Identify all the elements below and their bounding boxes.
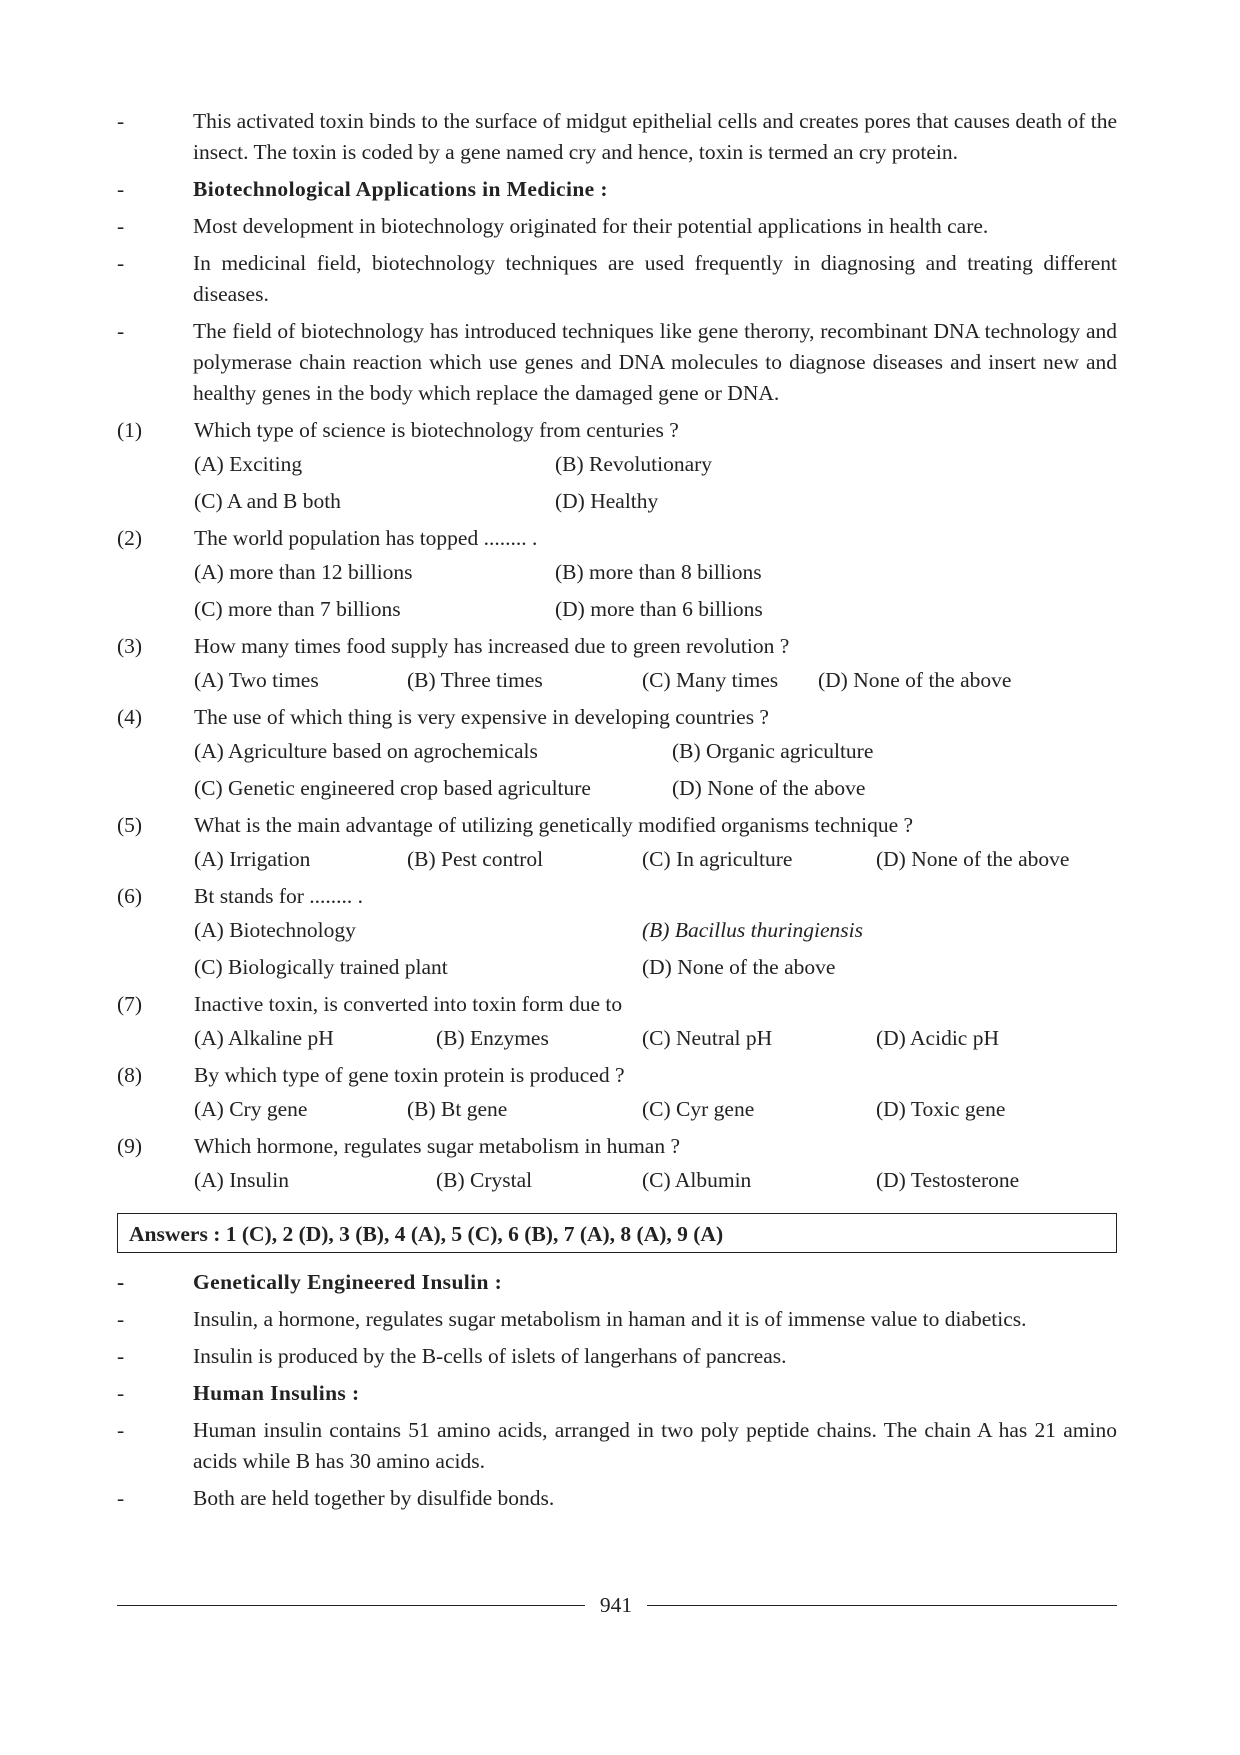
- option: (A) Exciting: [194, 452, 303, 476]
- option-row: [194, 554, 1117, 591]
- option: (D) None of the above: [672, 776, 866, 800]
- bullet-dash: -: [117, 177, 125, 201]
- option: (B) Bt gene: [407, 1097, 508, 1121]
- question-item: [117, 810, 1117, 841]
- option: (C) more than 7 billions: [194, 597, 401, 621]
- question-item: [117, 631, 1117, 662]
- section-heading: Biotechnological Applications in Medicine :: [193, 177, 608, 201]
- option: (A) Agriculture based on agrochemicals: [194, 739, 538, 763]
- question-text: The use of which thing is very expensive in developing countries ?: [194, 705, 769, 729]
- bullet-text: The field of biotechnology has introduced techniques like gene therопy, recombinant DNA technology and polymerase chain reaction which use genes and DNA molecules to diagnose diseases and insert new and healthy genes in the body which replace the damaged gene or DNA.: [193, 319, 1117, 405]
- question-list: [117, 415, 1117, 1199]
- option: (A) Two times: [194, 668, 319, 692]
- page-footer: [117, 1590, 1117, 1620]
- question-number: (6): [117, 884, 143, 908]
- option: (B) Three times: [407, 668, 543, 692]
- option: (C) In agriculture: [642, 847, 793, 871]
- bullet-dash: -: [117, 1418, 125, 1442]
- bullet-dash: -: [117, 1307, 125, 1331]
- option: (A) Biotechnology: [194, 918, 356, 942]
- option: (B) Crystal: [436, 1168, 533, 1192]
- option-row: [194, 1020, 1117, 1057]
- question-item: [117, 989, 1117, 1020]
- bullet-item: [117, 211, 1117, 242]
- question-item: [117, 1131, 1117, 1162]
- bullet-text: Human insulin contains 51 amino acids, arranged in two poly peptide chains. The chain A has 21 amino acids while B has 30 amino acids.: [193, 1418, 1117, 1473]
- question-item: [117, 523, 1117, 554]
- bullet-text: Both are held together by disulfide bonds.: [193, 1486, 555, 1510]
- option: (D) Acidic pH: [876, 1026, 999, 1050]
- option: (C) Many times: [642, 668, 779, 692]
- bullet-dash: -: [117, 1270, 125, 1294]
- section-heading: Genetically Engineered Insulin :: [193, 1270, 503, 1294]
- bullet-dash: -: [117, 1486, 125, 1510]
- bullet-dash: -: [117, 1344, 125, 1368]
- question-number: (2): [117, 526, 143, 550]
- bullet-item: [117, 316, 1117, 409]
- footer-rule-left: [117, 1605, 585, 1606]
- option-row: [194, 483, 1117, 520]
- insulin-bullets: [117, 1267, 1117, 1514]
- option: (C) Genetic engineered crop based agriculture: [194, 776, 591, 800]
- question-number: (7): [117, 992, 143, 1016]
- option-row: [194, 949, 1117, 986]
- option: (D) None of the above: [876, 847, 1070, 871]
- bullet-dash: -: [117, 109, 125, 133]
- question-item: [117, 415, 1117, 446]
- question-item: [117, 881, 1117, 912]
- option: (D) None of the above: [642, 955, 836, 979]
- question-number: (5): [117, 813, 143, 837]
- bullet-text: Most development in biotechnology originated for their potential applications in health care.: [193, 214, 989, 238]
- option-row: [194, 770, 1117, 807]
- option-row: [194, 446, 1117, 483]
- option: (D) Toxic gene: [876, 1097, 1006, 1121]
- option: (B) Bacillus thuringiensis: [642, 918, 863, 942]
- question-number: (9): [117, 1134, 143, 1158]
- option: (B) Enzymes: [436, 1026, 549, 1050]
- option: (B) Pest control: [407, 847, 544, 871]
- question-text: By which type of gene toxin protein is produced ?: [194, 1063, 625, 1087]
- bullet-item: [117, 106, 1117, 168]
- question-text: The world population has topped ........ .: [194, 526, 538, 550]
- bullet-item: [117, 1304, 1117, 1335]
- option-row: [194, 591, 1117, 628]
- footer-rule-right: [647, 1605, 1117, 1606]
- option-row: [194, 662, 1117, 699]
- question-number: (3): [117, 634, 143, 658]
- bullet-text: This activated toxin binds to the surface of midgut epithelial cells and creates pores that causes death of the insect. The toxin is coded by a gene named cry and hence, toxin is termed an cry protein.: [193, 109, 1117, 164]
- section-heading: Human Insulins :: [193, 1381, 360, 1405]
- option: (C) Biologically trained plant: [194, 955, 448, 979]
- question-text: Which type of science is biotechnology from centuries ?: [194, 418, 679, 442]
- question-number: (4): [117, 705, 143, 729]
- bullet-text: Insulin, a hormone, regulates sugar metabolism in haman and it is of immense value to diabetics.: [193, 1307, 1027, 1331]
- option: (A) Irrigation: [194, 847, 311, 871]
- bullet-item: [117, 1483, 1117, 1514]
- option: (B) Revolutionary: [555, 452, 713, 476]
- bullet-item: [117, 1341, 1117, 1372]
- page-content: [117, 106, 1117, 1520]
- question-text: Which hormone, regulates sugar metabolism in human ?: [194, 1134, 681, 1158]
- option-row: [194, 733, 1117, 770]
- bullet-text: In medicinal field, biotechnology techniques are used frequently in diagnosing and treating different diseases.: [193, 251, 1117, 306]
- option: (B) Organic agriculture: [672, 739, 874, 763]
- option: (A) Alkaline pH: [194, 1026, 334, 1050]
- question-text: How many times food supply has increased due to green revolution ?: [194, 634, 790, 658]
- option: (C) Cyr gene: [642, 1097, 755, 1121]
- option: (C) Neutral pH: [642, 1026, 773, 1050]
- question-number: (1): [117, 418, 143, 442]
- question-item: [117, 702, 1117, 733]
- bullet-dash: -: [117, 251, 125, 275]
- option: (B) more than 8 billions: [555, 560, 762, 584]
- bullet-dash: -: [117, 319, 125, 343]
- option-row: [194, 841, 1117, 878]
- question-text: What is the main advantage of utilizing genetically modified organisms technique ?: [194, 813, 914, 837]
- bullet-text: Insulin is produced by the B-cells of islets of langerhans of pancreas.: [193, 1344, 787, 1368]
- option: (C) A and B both: [194, 489, 341, 513]
- question-number: (8): [117, 1063, 143, 1087]
- question-text: Inactive toxin, is converted into toxin form due to: [194, 992, 623, 1016]
- question-text: Bt stands for ........ .: [194, 884, 364, 908]
- answers-box: Answers : 1 (C), 2 (D), 3 (B), 4 (A), 5 (C), 6 (B), 7 (A), 8 (A), 9 (A): [117, 1213, 1117, 1253]
- bullet-item: [117, 1415, 1117, 1477]
- option-row: [194, 1162, 1117, 1199]
- intro-bullets: [117, 106, 1117, 409]
- option: (A) more than 12 billions: [194, 560, 413, 584]
- option: (D) more than 6 billions: [555, 597, 763, 621]
- bullet-item: [117, 1378, 1117, 1409]
- bullet-item: [117, 248, 1117, 310]
- option: (D) Testosterone: [876, 1168, 1020, 1192]
- option: (C) Albumin: [642, 1168, 752, 1192]
- question-item: [117, 1060, 1117, 1091]
- bullet-dash: -: [117, 214, 125, 238]
- bullet-item: [117, 174, 1117, 205]
- option: (A) Insulin: [194, 1168, 289, 1192]
- bullet-dash: -: [117, 1381, 125, 1405]
- bullet-item: [117, 1267, 1117, 1298]
- option: (A) Cry gene: [194, 1097, 308, 1121]
- option: (D) Healthy: [555, 489, 659, 513]
- page-number: 941: [599, 1593, 633, 1617]
- option-row: [194, 912, 1117, 949]
- option: (D) None of the above: [818, 668, 1012, 692]
- option-row: [194, 1091, 1117, 1128]
